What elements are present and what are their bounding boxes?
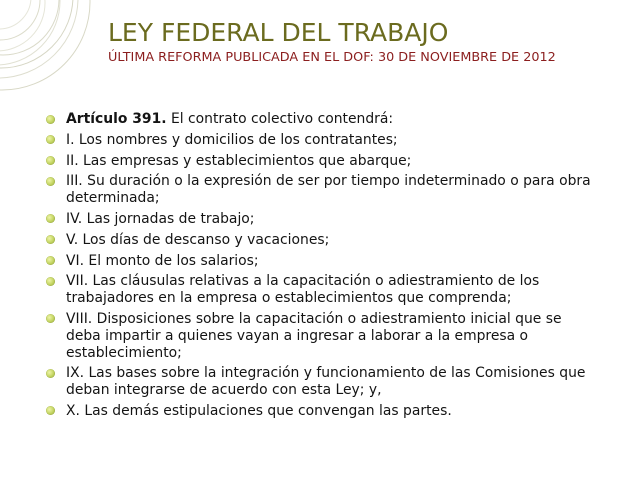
bullet-item-vii — [44, 273, 592, 307]
slide-subtitle: ÚLTIMA REFORMA PUBLICADA EN EL DOF: 30 DE NOVIEMBRE DE 2012 — [108, 50, 556, 65]
bullet-text: X. Las demás estipulaciones que convengan las partes. — [66, 402, 452, 419]
bullet-text: IV. Las jornadas de trabajo; — [66, 210, 255, 227]
bullet-text: IX. Las bases sobre la integración y funcionamiento de las Comisiones que deban integrarse de acuerdo con esta Ley; y, — [66, 365, 586, 399]
bullet-item-viii — [44, 311, 592, 361]
bullet-item-i — [44, 132, 592, 149]
bullet-text: VI. El monto de los salarios; — [66, 252, 259, 269]
title-block — [108, 18, 613, 66]
bullet-icon — [46, 277, 55, 286]
bullet-icon — [46, 256, 55, 265]
bullet-icon — [46, 156, 55, 165]
slide-title: LEY FEDERAL DEL TRABAJO — [108, 18, 449, 47]
article-intro-text: El contrato colectivo contendrá: — [166, 111, 394, 127]
bullet-item-ii — [44, 153, 592, 170]
bullet-icon — [46, 369, 55, 378]
bullet-text: V. Los días de descanso y vacaciones; — [66, 231, 330, 248]
article-label: Artículo 391. — [66, 111, 167, 127]
bullet-text: III. Su duración o la expresión de ser por tiempo indeterminado o para obra determinada; — [66, 173, 591, 207]
bullet-content — [44, 111, 592, 451]
bullet-text: I. Los nombres y domicilios de los contratantes; — [66, 131, 398, 148]
bullet-text: VII. Las cláusulas relativas a la capacitación o adiestramiento de los trabajadores en la empresa o establecimientos que comprenda; — [66, 273, 540, 307]
bullet-item-iii — [44, 173, 592, 207]
bullet-icon — [46, 235, 55, 244]
bullet-icon — [46, 135, 55, 144]
bullet-text: VIII. Disposiciones sobre la capacitación o adiestramiento inicial que se deba impartir a quienes vayan a ingresar a laborar a la empresa o establecimiento; — [66, 310, 562, 361]
bullet-item-iv — [44, 211, 592, 228]
bullet-item-vi — [44, 253, 592, 270]
bullet-icon — [46, 115, 55, 124]
bullet-item-x — [44, 403, 592, 420]
bullet-text: II. Las empresas y establecimientos que abarque; — [66, 152, 412, 169]
decorative-rings-icon — [0, 0, 110, 110]
bullet-item-article-391 — [44, 111, 592, 128]
bullet-icon — [46, 177, 55, 186]
bullet-list — [44, 111, 592, 420]
bullet-icon — [46, 214, 55, 223]
bullet-icon — [46, 406, 55, 415]
bullet-item-ix — [44, 365, 592, 399]
bullet-icon — [46, 314, 55, 323]
bullet-item-v — [44, 232, 592, 249]
